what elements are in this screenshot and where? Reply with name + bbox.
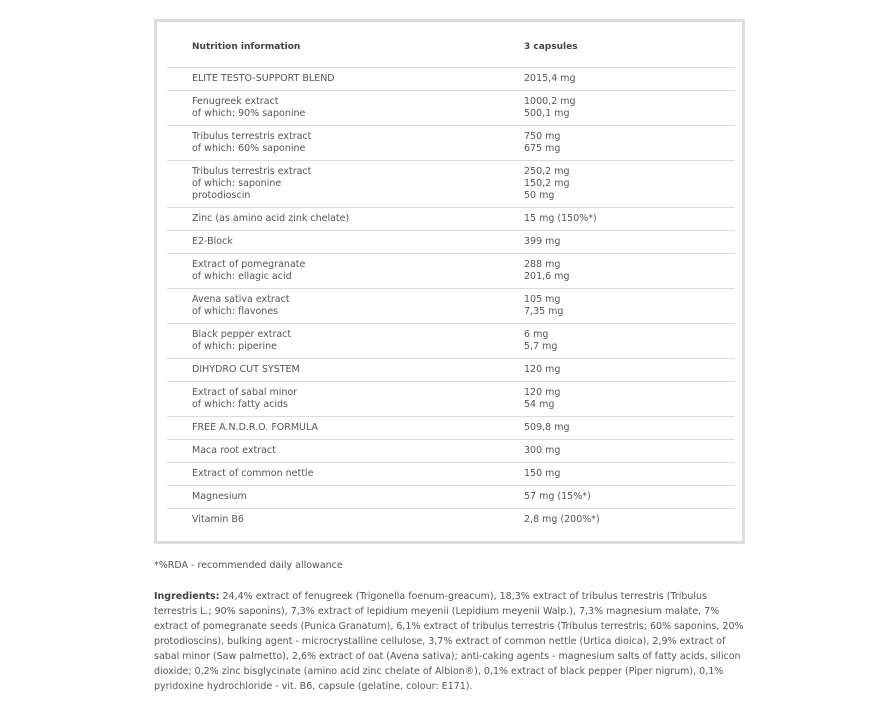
nutrient-name: Maca root extract <box>192 445 276 456</box>
nutrient-amount-cell <box>524 445 560 457</box>
table-header-row <box>167 22 735 68</box>
nutrient-name: Black pepper extract <box>192 329 292 340</box>
nutrient-amount-cell <box>524 294 563 318</box>
nutrient-amount-cell <box>524 329 557 353</box>
header-nutrition-information: Nutrition information <box>192 42 301 52</box>
header-serving-size: 3 capsules <box>524 42 578 52</box>
nutrient-name: Extract of common nettle <box>192 468 314 479</box>
nutrient-amount: 509,8 mg <box>524 422 570 433</box>
nutrient-name: of which: piperine <box>192 341 278 352</box>
nutrient-amount: 6 mg <box>524 329 549 340</box>
table-row <box>167 289 735 324</box>
nutrient-amount: 288 mg <box>524 259 561 270</box>
nutrient-amount: 150,2 mg <box>524 178 570 189</box>
table-row <box>167 486 735 509</box>
nutrient-name-cell <box>192 131 311 155</box>
nutrient-amount: 399 mg <box>524 236 561 247</box>
nutrient-amount-cell <box>524 491 591 503</box>
nutrient-amount: 7,35 mg <box>524 306 564 317</box>
table-row <box>167 509 735 531</box>
nutrient-name-cell <box>192 294 290 318</box>
nutrient-name: of which: ellagic acid <box>192 271 292 282</box>
nutrient-name-cell <box>192 422 318 434</box>
nutrient-amount-cell <box>524 213 597 225</box>
nutrient-amount: 50 mg <box>524 190 555 201</box>
nutrient-amount: 120 mg <box>524 364 561 375</box>
nutrient-name-cell <box>192 491 247 503</box>
nutrient-amount: 150 mg <box>524 468 561 479</box>
nutrient-amount: 500,1 mg <box>524 108 570 119</box>
nutrient-amount-cell <box>524 96 576 120</box>
nutrient-name: Avena sativa extract <box>192 294 290 305</box>
nutrient-name: Zinc (as amino acid zink chelate) <box>192 213 350 224</box>
nutrient-name: FREE A.N.D.R.O. FORMULA <box>192 422 319 433</box>
nutrient-name-cell <box>192 73 335 85</box>
rda-footnote: *%RDA - recommended daily allowance <box>154 560 343 571</box>
nutrient-name: Vitamin B6 <box>192 514 244 525</box>
table-row <box>167 231 735 254</box>
nutrient-amount: 54 mg <box>524 399 555 410</box>
nutrient-amount: 5,7 mg <box>524 341 558 352</box>
table-row <box>167 68 735 91</box>
table-row <box>167 126 735 161</box>
nutrient-amount: 57 mg (15%*) <box>524 491 591 502</box>
nutrient-name: Tribulus terrestris extract <box>192 166 312 177</box>
nutrient-amount-cell <box>524 422 570 434</box>
nutrient-name-cell <box>192 96 305 120</box>
nutrient-name: of which: saponine <box>192 178 282 189</box>
nutrient-name: E2-Block <box>192 236 233 247</box>
nutrition-table-card <box>154 19 745 544</box>
nutrient-name: protodioscin <box>192 190 251 201</box>
nutrient-name-cell <box>192 514 244 526</box>
table-row <box>167 417 735 440</box>
nutrient-amount-cell <box>524 387 560 411</box>
table-row <box>167 359 735 382</box>
nutrient-amount: 201,6 mg <box>524 271 570 282</box>
nutrient-name-cell <box>192 213 349 225</box>
nutrient-amount: 105 mg <box>524 294 561 305</box>
nutrient-name: of which: fatty acids <box>192 399 288 410</box>
nutrient-amount-cell <box>524 131 560 155</box>
nutrient-name-cell <box>192 259 305 283</box>
nutrient-name: Extract of sabal minor <box>192 387 298 398</box>
ingredients-paragraph <box>154 589 746 694</box>
nutrient-amount: 750 mg <box>524 131 561 142</box>
nutrient-amount: 2015,4 mg <box>524 73 576 84</box>
nutrition-table <box>167 22 735 531</box>
nutrient-name: of which: 90% saponine <box>192 108 306 119</box>
table-row <box>167 463 735 486</box>
nutrient-amount-cell <box>524 514 600 526</box>
nutrient-amount: 120 mg <box>524 387 561 398</box>
nutrient-name-cell <box>192 445 276 457</box>
nutrient-amount-cell <box>524 73 576 85</box>
nutrient-amount: 1000,2 mg <box>524 96 576 107</box>
table-row <box>167 324 735 359</box>
table-row <box>167 440 735 463</box>
nutrient-amount-cell <box>524 364 560 376</box>
nutrient-name-cell <box>192 387 297 411</box>
ingredients-text: 24,4% extract of fenugreek (Trigonella foenum-greacum), 18,3% extract of tribulus terrestris (Tribulus terrestris L.; 90% saponins), 7,3% extract of lepidium meyenii (Lepidium meyenii Walp.), 7,3% magnesium malate, 7% extract of pomegranate seeds (Punica Granatum), 6,1% extract of tribulus terrestris (Tribulus terrestris; 60% saponins, 20% protodioscins), bulking agent - microcrystalline cellulose, 3,7% extract of common nettle (Urtica dioica), 2,9% extract of sabal minor (Saw palmetto), 2,6% extract of oat (Avena sativa); anti-caking agents - magnesium salts of fatty acids, silicon dioxide; 0,2% zinc bisglycinate (amino acid zinc chelate of Albion®), 0,1% extract of black pepper (Piper nigrum), 0,1% pyridoxine hydrochloride - vit. B6, capsule (gelatine, colour: E171). <box>154 591 744 692</box>
nutrient-name-cell <box>192 166 311 202</box>
nutrient-amount: 15 mg (150%*) <box>524 213 597 224</box>
nutrient-amount: 2,8 mg (200%*) <box>524 514 600 525</box>
nutrient-amount: 300 mg <box>524 445 561 456</box>
nutrient-name: Tribulus terrestris extract <box>192 131 312 142</box>
table-row <box>167 91 735 126</box>
ingredients-label: Ingredients: <box>154 591 220 602</box>
table-row <box>167 254 735 289</box>
nutrient-name: Extract of pomegranate <box>192 259 306 270</box>
nutrient-amount: 250,2 mg <box>524 166 570 177</box>
nutrient-name: ELITE TESTO-SUPPORT BLEND <box>192 73 335 84</box>
nutrient-name-cell <box>192 236 233 248</box>
nutrient-amount-cell <box>524 236 560 248</box>
nutrient-name: of which: 60% saponine <box>192 143 306 154</box>
table-row <box>167 382 735 417</box>
nutrient-name: Magnesium <box>192 491 247 502</box>
nutrient-amount-cell <box>524 166 570 202</box>
nutrient-amount: 675 mg <box>524 143 561 154</box>
nutrient-name: Fenugreek extract <box>192 96 279 107</box>
nutrient-name-cell <box>192 329 291 353</box>
nutrient-amount-cell <box>524 468 560 480</box>
nutrient-name-cell <box>192 364 300 376</box>
nutrient-name: of which: flavones <box>192 306 279 317</box>
nutrient-amount-cell <box>524 259 570 283</box>
table-row <box>167 161 735 208</box>
nutrient-name-cell <box>192 468 313 480</box>
nutrient-name: DIHYDRO CUT SYSTEM <box>192 364 300 375</box>
table-row <box>167 208 735 231</box>
